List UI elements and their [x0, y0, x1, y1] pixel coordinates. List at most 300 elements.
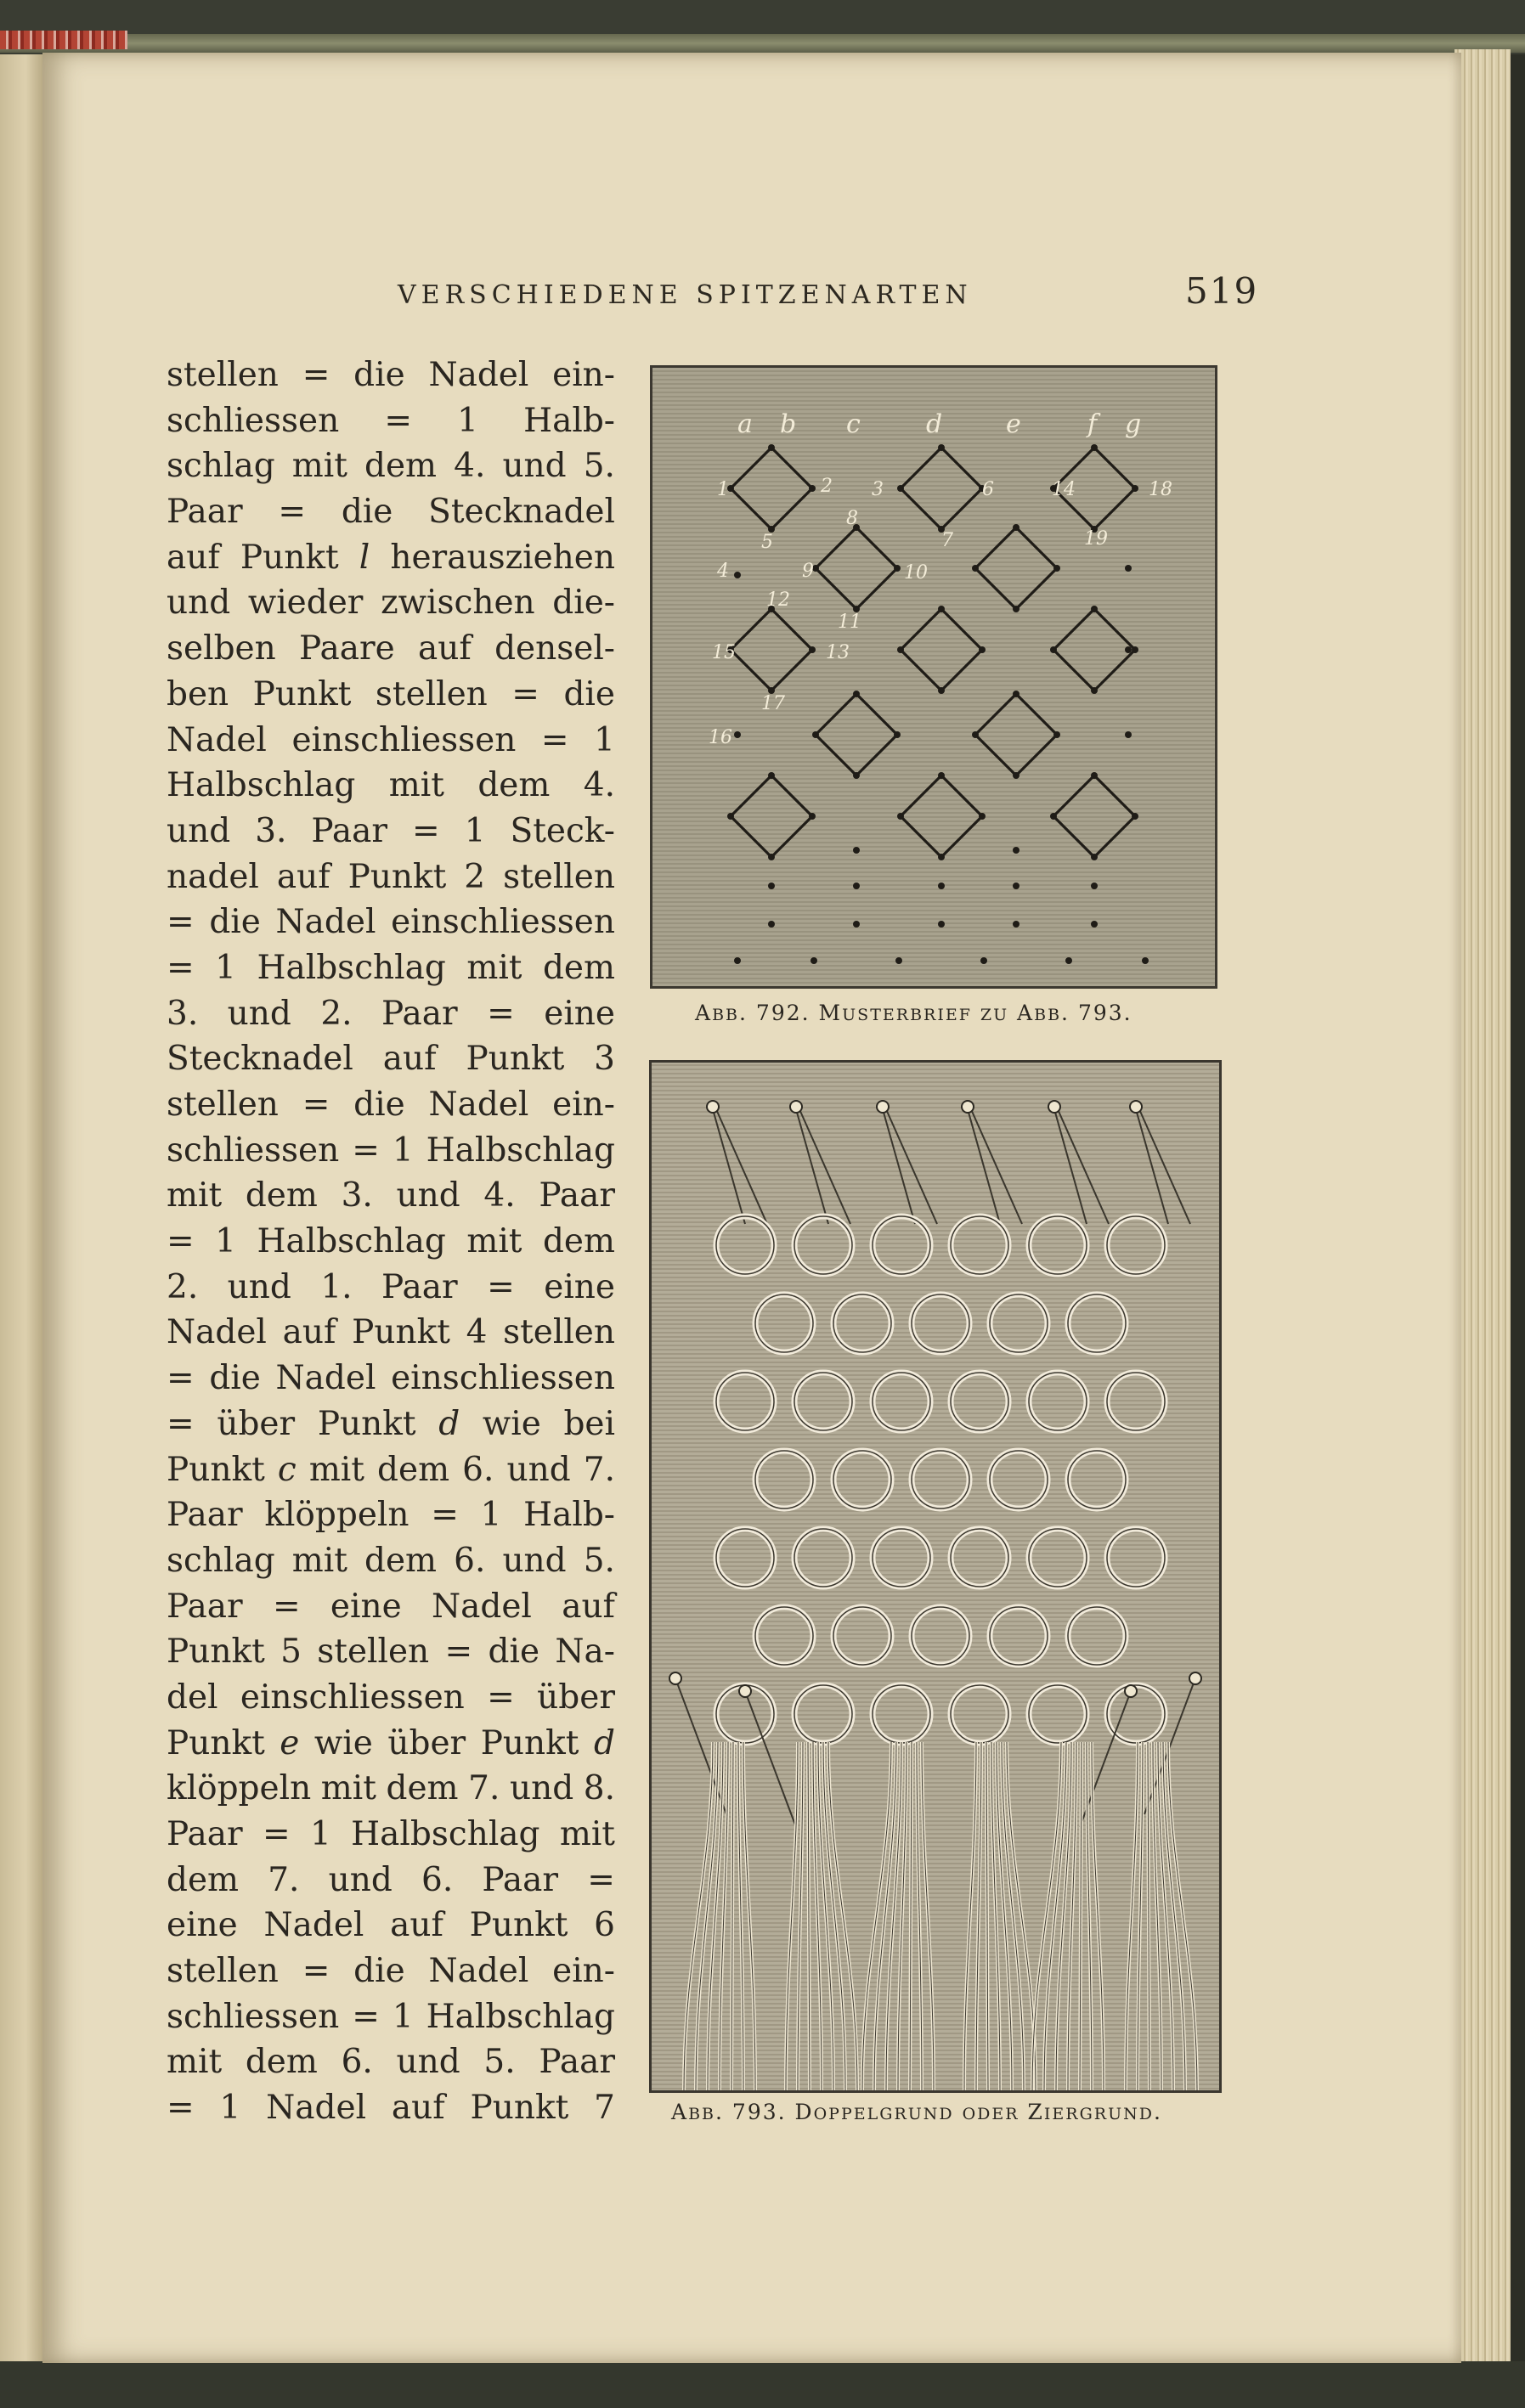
- text-word: Nadel: [428, 1952, 529, 1991]
- pin-point: [894, 565, 901, 572]
- text-word: Punkt: [167, 1633, 265, 1672]
- text-word: Punkt: [240, 538, 339, 577]
- text-word: Paar: [167, 1496, 243, 1535]
- lace-ring-outline: [990, 1451, 1048, 1509]
- text-word: =: [352, 1997, 380, 2036]
- text-word: =: [431, 1496, 459, 1535]
- text-line: [167, 1903, 615, 1948]
- text-word: mit: [291, 447, 347, 486]
- text-word: =: [167, 1404, 195, 1443]
- text-word: 1.: [320, 1267, 353, 1306]
- point-number: 9: [802, 561, 814, 582]
- text-word: =: [278, 493, 307, 532]
- text-word: die-: [552, 584, 615, 623]
- pin-point: [1125, 565, 1132, 572]
- pin-point: [938, 687, 945, 694]
- body-text: [167, 352, 615, 2131]
- pin-point: [811, 957, 817, 964]
- figure-793-caption: ABB. 793. DOPPELGRUND ODER ZIERGRUND.: [671, 2100, 1162, 2124]
- text-word: =: [540, 720, 569, 759]
- pin-head: [790, 1101, 802, 1113]
- pin-point: [1013, 847, 1019, 854]
- text-word: wieder: [247, 584, 364, 623]
- pin-head: [707, 1101, 719, 1113]
- text-line: [167, 991, 615, 1037]
- pin-point: [853, 691, 860, 697]
- text-word: 7.: [468, 1769, 500, 1808]
- text-word: dem: [386, 1769, 459, 1808]
- text-word: die: [353, 1952, 405, 1991]
- pin-point: [897, 646, 904, 653]
- pin-point: [897, 813, 904, 820]
- text-word: 3.: [167, 994, 199, 1033]
- pin-head: [877, 1101, 889, 1113]
- text-word: die: [353, 356, 405, 394]
- page-number: 519: [1185, 270, 1259, 312]
- text-word: 2.: [167, 1267, 199, 1306]
- text-word: stellen: [375, 674, 488, 713]
- text-word: 1: [392, 1997, 414, 2036]
- pin-head: [1048, 1101, 1060, 1113]
- text-word: 4.: [454, 447, 486, 486]
- text-line: [167, 443, 615, 489]
- text-line: [167, 672, 615, 718]
- pin-point: [1091, 687, 1098, 694]
- point-number: 11: [838, 612, 861, 633]
- point-number: 12: [766, 589, 790, 611]
- text-word: =: [412, 811, 440, 850]
- point-number: 5: [761, 532, 773, 553]
- text-word: =: [167, 1222, 195, 1261]
- text-word: auf: [391, 2089, 445, 2128]
- text-word: Halb-: [523, 1496, 615, 1535]
- pin-point: [1091, 883, 1098, 889]
- text-word: ein-: [552, 356, 615, 394]
- text-word: 3: [594, 1040, 615, 1079]
- pin-point: [938, 606, 945, 612]
- text-word: 6.: [462, 1450, 494, 1489]
- lace-ring-outline: [794, 1216, 852, 1274]
- text-word: Paar: [167, 1815, 243, 1853]
- lace-ring-outline: [1029, 1216, 1087, 1274]
- text-word: =: [262, 1815, 291, 1853]
- pin-point: [1013, 921, 1019, 928]
- text-word: d: [438, 1404, 460, 1443]
- text-word: Nadel: [275, 903, 376, 942]
- lace-ring-outline: [716, 1216, 774, 1274]
- pin-head: [1125, 1685, 1137, 1697]
- text-word: 2: [464, 857, 486, 896]
- text-word: 5.: [483, 2043, 516, 2082]
- text-word: Nadel: [263, 1906, 364, 1945]
- text-word: del: [167, 1678, 218, 1717]
- column-letter: e: [1006, 409, 1021, 439]
- text-word: Nadel: [431, 1587, 532, 1626]
- text-word: Halbschlag: [426, 1131, 615, 1170]
- lace-ring-outline: [833, 1451, 891, 1509]
- lace-ring-outline: [1068, 1451, 1126, 1509]
- text-word: und: [502, 1541, 567, 1580]
- text-word: 1: [309, 1815, 331, 1853]
- pin-point: [938, 883, 945, 889]
- text-word: Nadel: [266, 2089, 367, 2128]
- pin-point: [812, 731, 819, 738]
- text-word: die: [341, 493, 393, 532]
- point-number: 1: [717, 479, 729, 500]
- text-line: [167, 1948, 615, 1994]
- column-letter: c: [846, 409, 861, 439]
- text-line: [167, 1629, 615, 1675]
- text-word: =: [302, 1952, 330, 1991]
- text-word: e: [280, 1723, 300, 1762]
- text-line: [167, 580, 615, 626]
- text-word: einschliessen: [240, 1678, 465, 1717]
- text-word: und: [396, 2043, 460, 2082]
- text-word: 6.: [454, 1541, 486, 1580]
- pin-point: [1125, 731, 1132, 738]
- text-word: Punkt: [480, 1723, 579, 1762]
- text-word: dem: [364, 1541, 438, 1580]
- pin-point: [768, 444, 775, 451]
- column-letter: a: [737, 409, 753, 439]
- lace-ring-outline: [1107, 1216, 1165, 1274]
- text-word: stellen: [167, 1086, 279, 1124]
- text-line: [167, 1538, 615, 1584]
- text-line: [167, 1584, 615, 1630]
- text-line: [167, 2085, 615, 2131]
- text-word: wie: [313, 1723, 373, 1762]
- text-word: auf: [282, 1313, 336, 1352]
- text-word: Halb-: [523, 401, 615, 440]
- point-number: 14: [1052, 479, 1076, 500]
- text-line: [167, 1356, 615, 1401]
- text-line: [167, 945, 615, 991]
- lace-ring-outline: [1068, 1607, 1126, 1665]
- text-word: =: [487, 1267, 515, 1306]
- pin-point: [1050, 646, 1057, 653]
- text-word: schlag: [167, 447, 275, 486]
- text-word: Paar: [381, 1267, 458, 1306]
- text-word: 7.: [583, 1450, 615, 1489]
- text-word: Paar: [167, 1587, 243, 1626]
- text-word: dem: [245, 2043, 318, 2082]
- text-word: stellen: [167, 1952, 279, 1991]
- text-word: =: [302, 1086, 330, 1124]
- figure-793-lace-engraving: [649, 1060, 1222, 2093]
- scan-bottom-border: [0, 2361, 1525, 2408]
- text-word: =: [587, 1860, 615, 1899]
- pin-head: [962, 1101, 974, 1113]
- text-word: =: [272, 1587, 301, 1626]
- pin-point: [895, 957, 902, 964]
- text-word: 1: [219, 2089, 241, 2128]
- point-number: 6: [982, 479, 994, 500]
- text-word: 5.: [583, 1541, 615, 1580]
- pin-point: [1013, 883, 1019, 889]
- text-word: über: [387, 1723, 466, 1762]
- text-word: =: [167, 1359, 195, 1398]
- text-line: [167, 1401, 615, 1447]
- pin-point: [853, 883, 860, 889]
- text-word: wie: [482, 1404, 541, 1443]
- pin-point: [979, 646, 986, 653]
- pin-point: [1091, 772, 1098, 779]
- text-word: selben: [167, 629, 276, 668]
- lace-ring-outline: [833, 1607, 891, 1665]
- lace-ring-outline: [951, 1216, 1008, 1274]
- lace-ground: [716, 1216, 1165, 1743]
- text-word: dem: [167, 1860, 240, 1899]
- pin-point: [1132, 813, 1138, 820]
- text-word: densel-: [494, 629, 615, 668]
- pin-point: [972, 565, 979, 572]
- text-word: 6: [594, 1906, 615, 1945]
- running-head: VERSCHIEDENE SPITZENARTEN: [398, 280, 973, 310]
- text-word: und: [328, 1860, 393, 1899]
- text-word: 2.: [320, 994, 353, 1033]
- text-word: über: [537, 1678, 615, 1717]
- text-line: [167, 1128, 615, 1174]
- text-word: Punkt: [167, 1450, 265, 1489]
- spine-ribbon: [0, 31, 127, 49]
- text-line: [167, 718, 615, 764]
- text-word: Punkt: [167, 1723, 265, 1762]
- text-word: die: [209, 903, 261, 942]
- text-word: Stecknadel: [428, 493, 615, 532]
- pin-point: [938, 921, 945, 928]
- pin-point: [894, 731, 901, 738]
- pin-point: [768, 854, 775, 860]
- text-word: dem: [245, 1176, 318, 1215]
- text-word: 3.: [341, 1176, 373, 1215]
- text-word: Paar: [167, 493, 243, 532]
- pin-point: [734, 731, 741, 738]
- pin-point: [768, 921, 775, 928]
- text-word: und: [167, 811, 231, 850]
- text-word: und: [167, 584, 231, 623]
- pin-head: [1130, 1101, 1142, 1113]
- text-word: klöppeln: [264, 1496, 409, 1535]
- text-word: 4.: [483, 1176, 516, 1215]
- text-word: Punkt: [347, 857, 447, 896]
- pin-point: [809, 813, 816, 820]
- text-word: auf: [390, 1906, 443, 1945]
- text-word: eine: [544, 1267, 615, 1306]
- text-line: [167, 1173, 615, 1219]
- text-word: mit: [559, 1815, 615, 1853]
- text-word: =: [167, 903, 195, 942]
- text-word: und: [396, 1176, 460, 1215]
- pin-point: [938, 772, 945, 779]
- text-word: schliessen: [167, 1131, 340, 1170]
- text-word: die: [353, 1086, 405, 1124]
- text-word: mit: [291, 1541, 347, 1580]
- text-word: Halbschlag: [257, 1222, 446, 1261]
- text-word: Nadel: [167, 720, 267, 759]
- text-word: Nadel: [275, 1359, 376, 1398]
- text-word: mit: [167, 2043, 223, 2082]
- text-line: [167, 1766, 615, 1812]
- point-number: 19: [1084, 528, 1108, 550]
- text-word: Steck-: [510, 811, 615, 850]
- point-number: 16: [709, 727, 732, 748]
- point-number: 17: [761, 693, 785, 714]
- text-word: einschliessen: [391, 903, 615, 942]
- text-line: [167, 899, 615, 945]
- text-word: stellen: [503, 1313, 615, 1352]
- text-word: Punkt: [466, 1040, 565, 1079]
- text-word: Punkt: [469, 1906, 568, 1945]
- text-word: und: [227, 994, 291, 1033]
- column-letter: d: [926, 409, 943, 439]
- pin-point: [972, 731, 979, 738]
- pin-point: [1053, 565, 1060, 572]
- point-number: 4: [717, 561, 729, 582]
- text-line: [167, 626, 615, 672]
- pin-point: [1132, 485, 1138, 492]
- text-word: dem: [364, 447, 438, 486]
- text-word: mit: [388, 766, 444, 805]
- text-line: [167, 1219, 615, 1265]
- text-line: [167, 1310, 615, 1356]
- left-page-edge: [0, 54, 42, 2373]
- text-word: 4.: [583, 766, 615, 805]
- text-word: 1: [594, 720, 615, 759]
- text-word: 1: [215, 948, 236, 987]
- text-word: dem: [477, 766, 551, 805]
- pin-point: [853, 847, 860, 854]
- text-word: 1: [457, 401, 478, 440]
- text-line: [167, 1082, 615, 1128]
- pin-point: [938, 854, 945, 860]
- pin-head: [739, 1685, 751, 1697]
- pin-point: [1091, 921, 1098, 928]
- text-word: mit: [466, 1222, 522, 1261]
- text-line: [167, 1858, 615, 1903]
- pin-point: [979, 813, 986, 820]
- text-word: bei: [563, 1404, 615, 1443]
- text-word: Punkt: [317, 1404, 416, 1443]
- text-line: [167, 1675, 615, 1721]
- text-line: [167, 1265, 615, 1311]
- text-word: =: [167, 948, 195, 987]
- figure-792-pattern-diagram: [650, 365, 1217, 989]
- point-number: 10: [904, 562, 928, 584]
- pin-thread: [745, 1691, 796, 1827]
- text-word: eine: [330, 1587, 402, 1626]
- point-number: 15: [712, 642, 736, 663]
- text-word: mit: [320, 1769, 376, 1808]
- pin-point: [1053, 731, 1060, 738]
- text-word: und: [502, 447, 567, 486]
- text-line: [167, 1447, 615, 1493]
- text-word: einschliessen: [291, 720, 517, 759]
- text-word: dem: [377, 1450, 450, 1489]
- text-word: =: [302, 356, 330, 394]
- pin-point: [768, 772, 775, 779]
- text-line: [167, 535, 615, 581]
- point-number: 2: [821, 476, 833, 497]
- pin-point: [727, 813, 734, 820]
- pin-point: [734, 957, 741, 964]
- text-line: [167, 352, 615, 398]
- text-word: 1: [215, 1222, 236, 1261]
- text-word: 1: [464, 811, 486, 850]
- text-word: und: [506, 1450, 571, 1489]
- text-word: Halbschlag: [167, 766, 356, 805]
- lace-ring-outline: [990, 1607, 1048, 1665]
- text-line: [167, 2039, 615, 2085]
- pin-point: [734, 572, 741, 578]
- text-word: Na-: [555, 1633, 615, 1672]
- text-word: ein-: [552, 1086, 615, 1124]
- pin-point: [1125, 646, 1132, 653]
- text-word: Nadel: [428, 356, 529, 394]
- text-word: 5.: [583, 447, 615, 486]
- text-word: die: [209, 1359, 261, 1398]
- pin-point: [1065, 957, 1072, 964]
- text-word: 6.: [421, 1860, 454, 1899]
- text-line: [167, 854, 615, 900]
- text-word: Punkt: [352, 1313, 450, 1352]
- lace-ring-outline: [912, 1451, 969, 1509]
- text-word: Halbschlag: [257, 948, 446, 987]
- pin-point: [938, 444, 945, 451]
- text-word: Paar: [482, 1860, 559, 1899]
- text-line: [167, 1994, 615, 2040]
- text-word: und: [227, 1267, 291, 1306]
- text-line: [167, 809, 615, 854]
- text-word: einschliessen: [391, 1359, 615, 1398]
- text-word: schlag: [167, 1541, 275, 1580]
- pin-point: [980, 957, 987, 964]
- text-word: mit: [466, 948, 522, 987]
- book-binding-strip: [0, 34, 1525, 53]
- pin-point: [1132, 646, 1138, 653]
- pin-head: [1189, 1672, 1201, 1684]
- lace-ring-outline: [873, 1216, 930, 1274]
- pin-point: [1013, 691, 1019, 697]
- pin-point: [809, 485, 816, 492]
- text-word: =: [487, 994, 515, 1033]
- pin-point: [1091, 854, 1098, 860]
- text-word: ein-: [552, 1952, 615, 1991]
- column-letter: b: [780, 409, 797, 439]
- text-word: auf: [382, 1040, 437, 1079]
- pin-point: [853, 921, 860, 928]
- text-line: [167, 1036, 615, 1082]
- text-line: [167, 1492, 615, 1538]
- text-word: schliessen: [167, 1997, 340, 2036]
- text-word: ben: [167, 674, 229, 713]
- text-word: die: [488, 1633, 540, 1672]
- text-word: 1: [480, 1496, 502, 1535]
- text-word: 8.: [583, 1769, 615, 1808]
- point-number: 3: [872, 479, 884, 500]
- text-line: [167, 398, 615, 444]
- text-word: schliessen: [167, 401, 340, 440]
- pin-point: [1013, 772, 1019, 779]
- text-line: [167, 489, 615, 535]
- text-word: herausziehen: [390, 538, 615, 577]
- text-line: [167, 763, 615, 809]
- text-word: klöppeln: [167, 1769, 312, 1808]
- pin-point: [768, 883, 775, 889]
- text-word: Punkt: [252, 674, 352, 713]
- pin-head: [669, 1672, 681, 1684]
- text-word: eine: [167, 1906, 238, 1945]
- text-word: die: [563, 674, 615, 713]
